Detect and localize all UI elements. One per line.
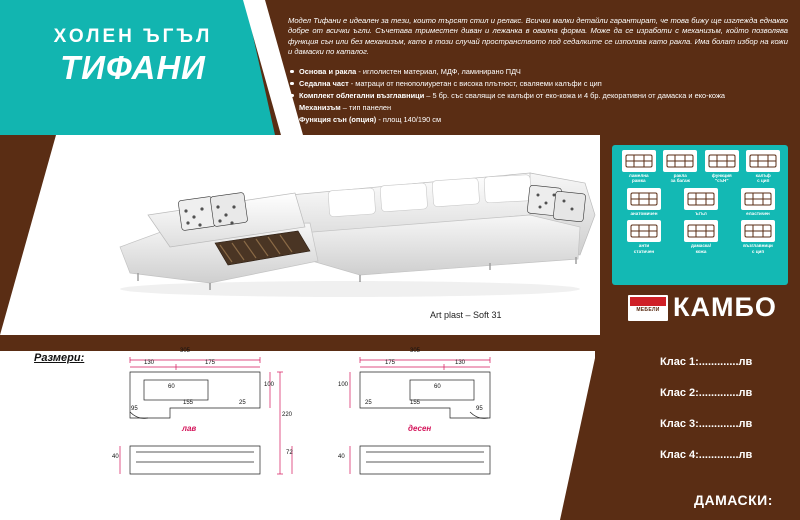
price-class-item: Клас 3:.............лв: [660, 418, 753, 430]
spec-item-label: Механизъм: [299, 102, 341, 112]
right-elevation-height: 40: [338, 454, 345, 460]
spec-list-item: [288, 90, 788, 101]
feature-icon-cell: [732, 188, 784, 216]
feature-icon-label: ламелна рамка: [628, 173, 649, 184]
left-inner-width: 155: [183, 400, 194, 406]
feature-icon-label: дамаска/ кожа: [690, 243, 712, 254]
product-description-block: [288, 16, 788, 126]
feature-icon-cell: [618, 188, 670, 216]
frame-icon: [622, 150, 656, 172]
spec-list-item: [288, 102, 788, 113]
feature-icon-label: ракла за багаж: [670, 173, 690, 184]
feature-icon-row: [618, 150, 784, 184]
storage-box-icon: [663, 150, 697, 172]
right-dim-b: 130: [455, 360, 466, 366]
zipper-cover-icon: [746, 150, 780, 172]
anatomic-icon: [627, 188, 661, 210]
corner-icon: [684, 188, 718, 210]
right-plan-label: десен: [408, 424, 432, 433]
feature-icon-cell: [701, 150, 743, 184]
spec-item-value: - матраци от пенополиуретан с висока плътност, сваляеми калъфи с цип: [348, 78, 602, 88]
right-small-dim: 25: [365, 400, 372, 406]
left-plan-label: лав: [182, 424, 197, 433]
feature-icon-label: анти статичен: [633, 243, 655, 254]
feature-icon-grid: [618, 150, 784, 282]
brand-logo-mark: [628, 295, 668, 321]
product-title-block: [18, 26, 248, 86]
feature-icon-cell: [675, 188, 727, 216]
feature-icon-cell: [660, 150, 702, 184]
brand-logo-small-text: МЕБЕЛИ: [636, 306, 660, 313]
spec-list-item: [288, 66, 788, 77]
left-elevation-height: 40: [112, 454, 119, 460]
brand-logo: [628, 292, 777, 323]
spec-item-label: Основа и ракла: [299, 66, 357, 76]
feature-icon-row: [618, 220, 784, 254]
right-total-width: 305: [410, 348, 421, 354]
price-class-list: [660, 356, 752, 480]
spec-item-value: – тип панелен: [340, 102, 392, 112]
left-elevation-side: 72: [286, 450, 293, 456]
elastic-icon: [741, 188, 775, 210]
sleep-function-icon: [705, 150, 739, 172]
dimensions-title: Размери:: [34, 352, 85, 364]
spec-item-label: Комплект облегални възглавници: [299, 90, 425, 100]
feature-icon-label: възглавници с цип: [743, 243, 773, 254]
spec-list-item: [288, 78, 788, 89]
feature-icon-label: ъгъл: [695, 210, 707, 216]
price-class-item: Клас 1:.............лв: [660, 356, 753, 368]
pillow-zip-icon: [741, 220, 775, 242]
feature-icon-cell: [732, 220, 784, 254]
fabrics-label: ДАМАСКИ:: [694, 492, 773, 508]
left-depth: 100: [264, 382, 275, 388]
spec-list-item: [288, 114, 788, 125]
spec-item-value: - иглолистен материал, МДФ, ламинирано ПДЧ: [356, 66, 521, 76]
right-depth: 100: [338, 382, 349, 388]
right-seat-depth: 60: [434, 384, 441, 390]
brand-logo-redbar: [630, 297, 666, 306]
spec-item-value: - площ 140/190 см: [376, 114, 442, 124]
feature-icon-cell: [743, 150, 785, 184]
left-total-width: 305: [180, 348, 191, 354]
spec-item-label: Функция сън (опция): [299, 114, 377, 124]
feature-icon-cell: [618, 220, 670, 254]
left-seat-depth: 60: [168, 384, 175, 390]
right-foot-dim: 95: [476, 406, 483, 412]
fabric-leather-icon: [684, 220, 718, 242]
left-small-dim: 25: [239, 400, 246, 406]
antistatic-icon: [627, 220, 661, 242]
feature-icon-cell: [675, 220, 727, 254]
price-class-item: Клас 2:.............лв: [660, 387, 753, 399]
price-class-item: Клас 4:.............лв: [660, 449, 753, 461]
left-dim-b: 175: [205, 360, 216, 366]
feature-icon-cell: [618, 150, 660, 184]
right-inner-width: 155: [410, 400, 421, 406]
feature-icon-label: еластичен: [746, 210, 770, 216]
feature-icon-label: анатомичен: [630, 210, 658, 216]
left-foot-dim: 95: [131, 406, 138, 412]
product-description: Модел Тифани е идеален за тези, които търсят стил и релакс. Всички малки детайли гарантират, че това бижу ще изглежда еднакво добре от всички ъгли. Съчетава триместен диван и лежанка в овална форма. Може да се изработи с механизъм, който позволява функция сън или без механизъм, като в този случай пространството под седалките се използва като ракла. Има болат избор на кожи и дамаски по каталог.: [288, 16, 788, 57]
feature-icon-row: [618, 188, 784, 216]
sofa-illustration: [60, 155, 600, 305]
spec-item-value: – 5 бр. със свалящи се калъфи от еко-кожа и 4 бр. декоративни от дамаска и еко-кожа: [424, 90, 726, 100]
model-code: Art plast – Soft 31: [430, 310, 502, 320]
page-title-line2: ТИФАНИ: [60, 49, 206, 86]
brand-logo-name: КАМБО: [673, 292, 777, 322]
right-dim-a: 175: [385, 360, 396, 366]
left-height-right: 220: [282, 412, 293, 418]
spec-item-label: Седална част: [299, 78, 349, 88]
left-dim-a: 130: [144, 360, 155, 366]
feature-icon-label: функция "съН": [711, 173, 732, 184]
feature-icon-label: калъф с цип: [755, 173, 771, 184]
spec-list: [288, 66, 788, 125]
page-title-line1: ХОЛЕН ЪГЪЛ: [53, 26, 213, 47]
technical-drawings: [110, 350, 530, 490]
